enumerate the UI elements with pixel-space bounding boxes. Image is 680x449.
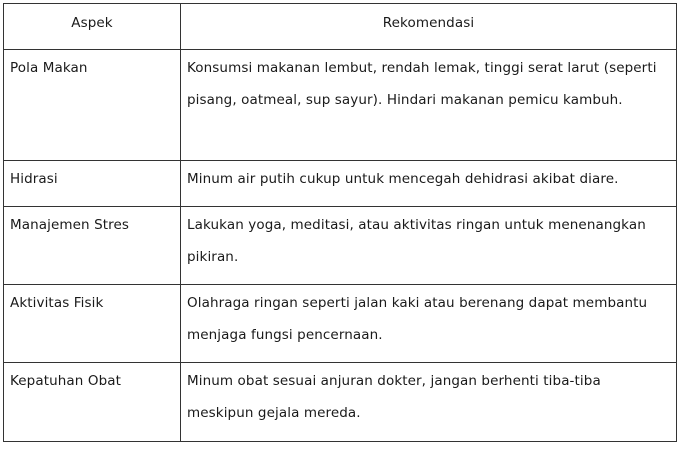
cell-aspek: Kepatuhan Obat <box>4 363 181 442</box>
header-row <box>4 4 677 50</box>
table-row <box>4 285 677 363</box>
cell-rekomendasi: Konsumsi makanan lembut, rendah lemak, tinggi serat larut (seperti pisang, oatmeal, sup sayur). Hindari makanan pemicu kambuh. <box>181 50 677 161</box>
header-aspek: Aspek <box>4 4 181 50</box>
header-rekomendasi: Rekomendasi <box>181 4 677 50</box>
table-row <box>4 161 677 207</box>
table-row <box>4 363 677 442</box>
table-header <box>4 4 677 50</box>
table-row <box>4 50 677 161</box>
cell-rekomendasi: Lakukan yoga, meditasi, atau aktivitas ringan untuk menenangkan pikiran. <box>181 207 677 285</box>
table-row <box>4 207 677 285</box>
cell-rekomendasi: Minum air putih cukup untuk mencegah dehidrasi akibat diare. <box>181 161 677 207</box>
cell-aspek: Aktivitas Fisik <box>4 285 181 363</box>
cell-aspek: Hidrasi <box>4 161 181 207</box>
cell-aspek: Pola Makan <box>4 50 181 161</box>
cell-rekomendasi: Minum obat sesuai anjuran dokter, jangan berhenti tiba-tiba meskipun gejala mereda. <box>181 363 677 442</box>
table-body <box>4 50 677 442</box>
cell-aspek: Manajemen Stres <box>4 207 181 285</box>
recommendation-table <box>3 3 677 442</box>
cell-rekomendasi: Olahraga ringan seperti jalan kaki atau berenang dapat membantu menjaga fungsi pencernaan. <box>181 285 677 363</box>
